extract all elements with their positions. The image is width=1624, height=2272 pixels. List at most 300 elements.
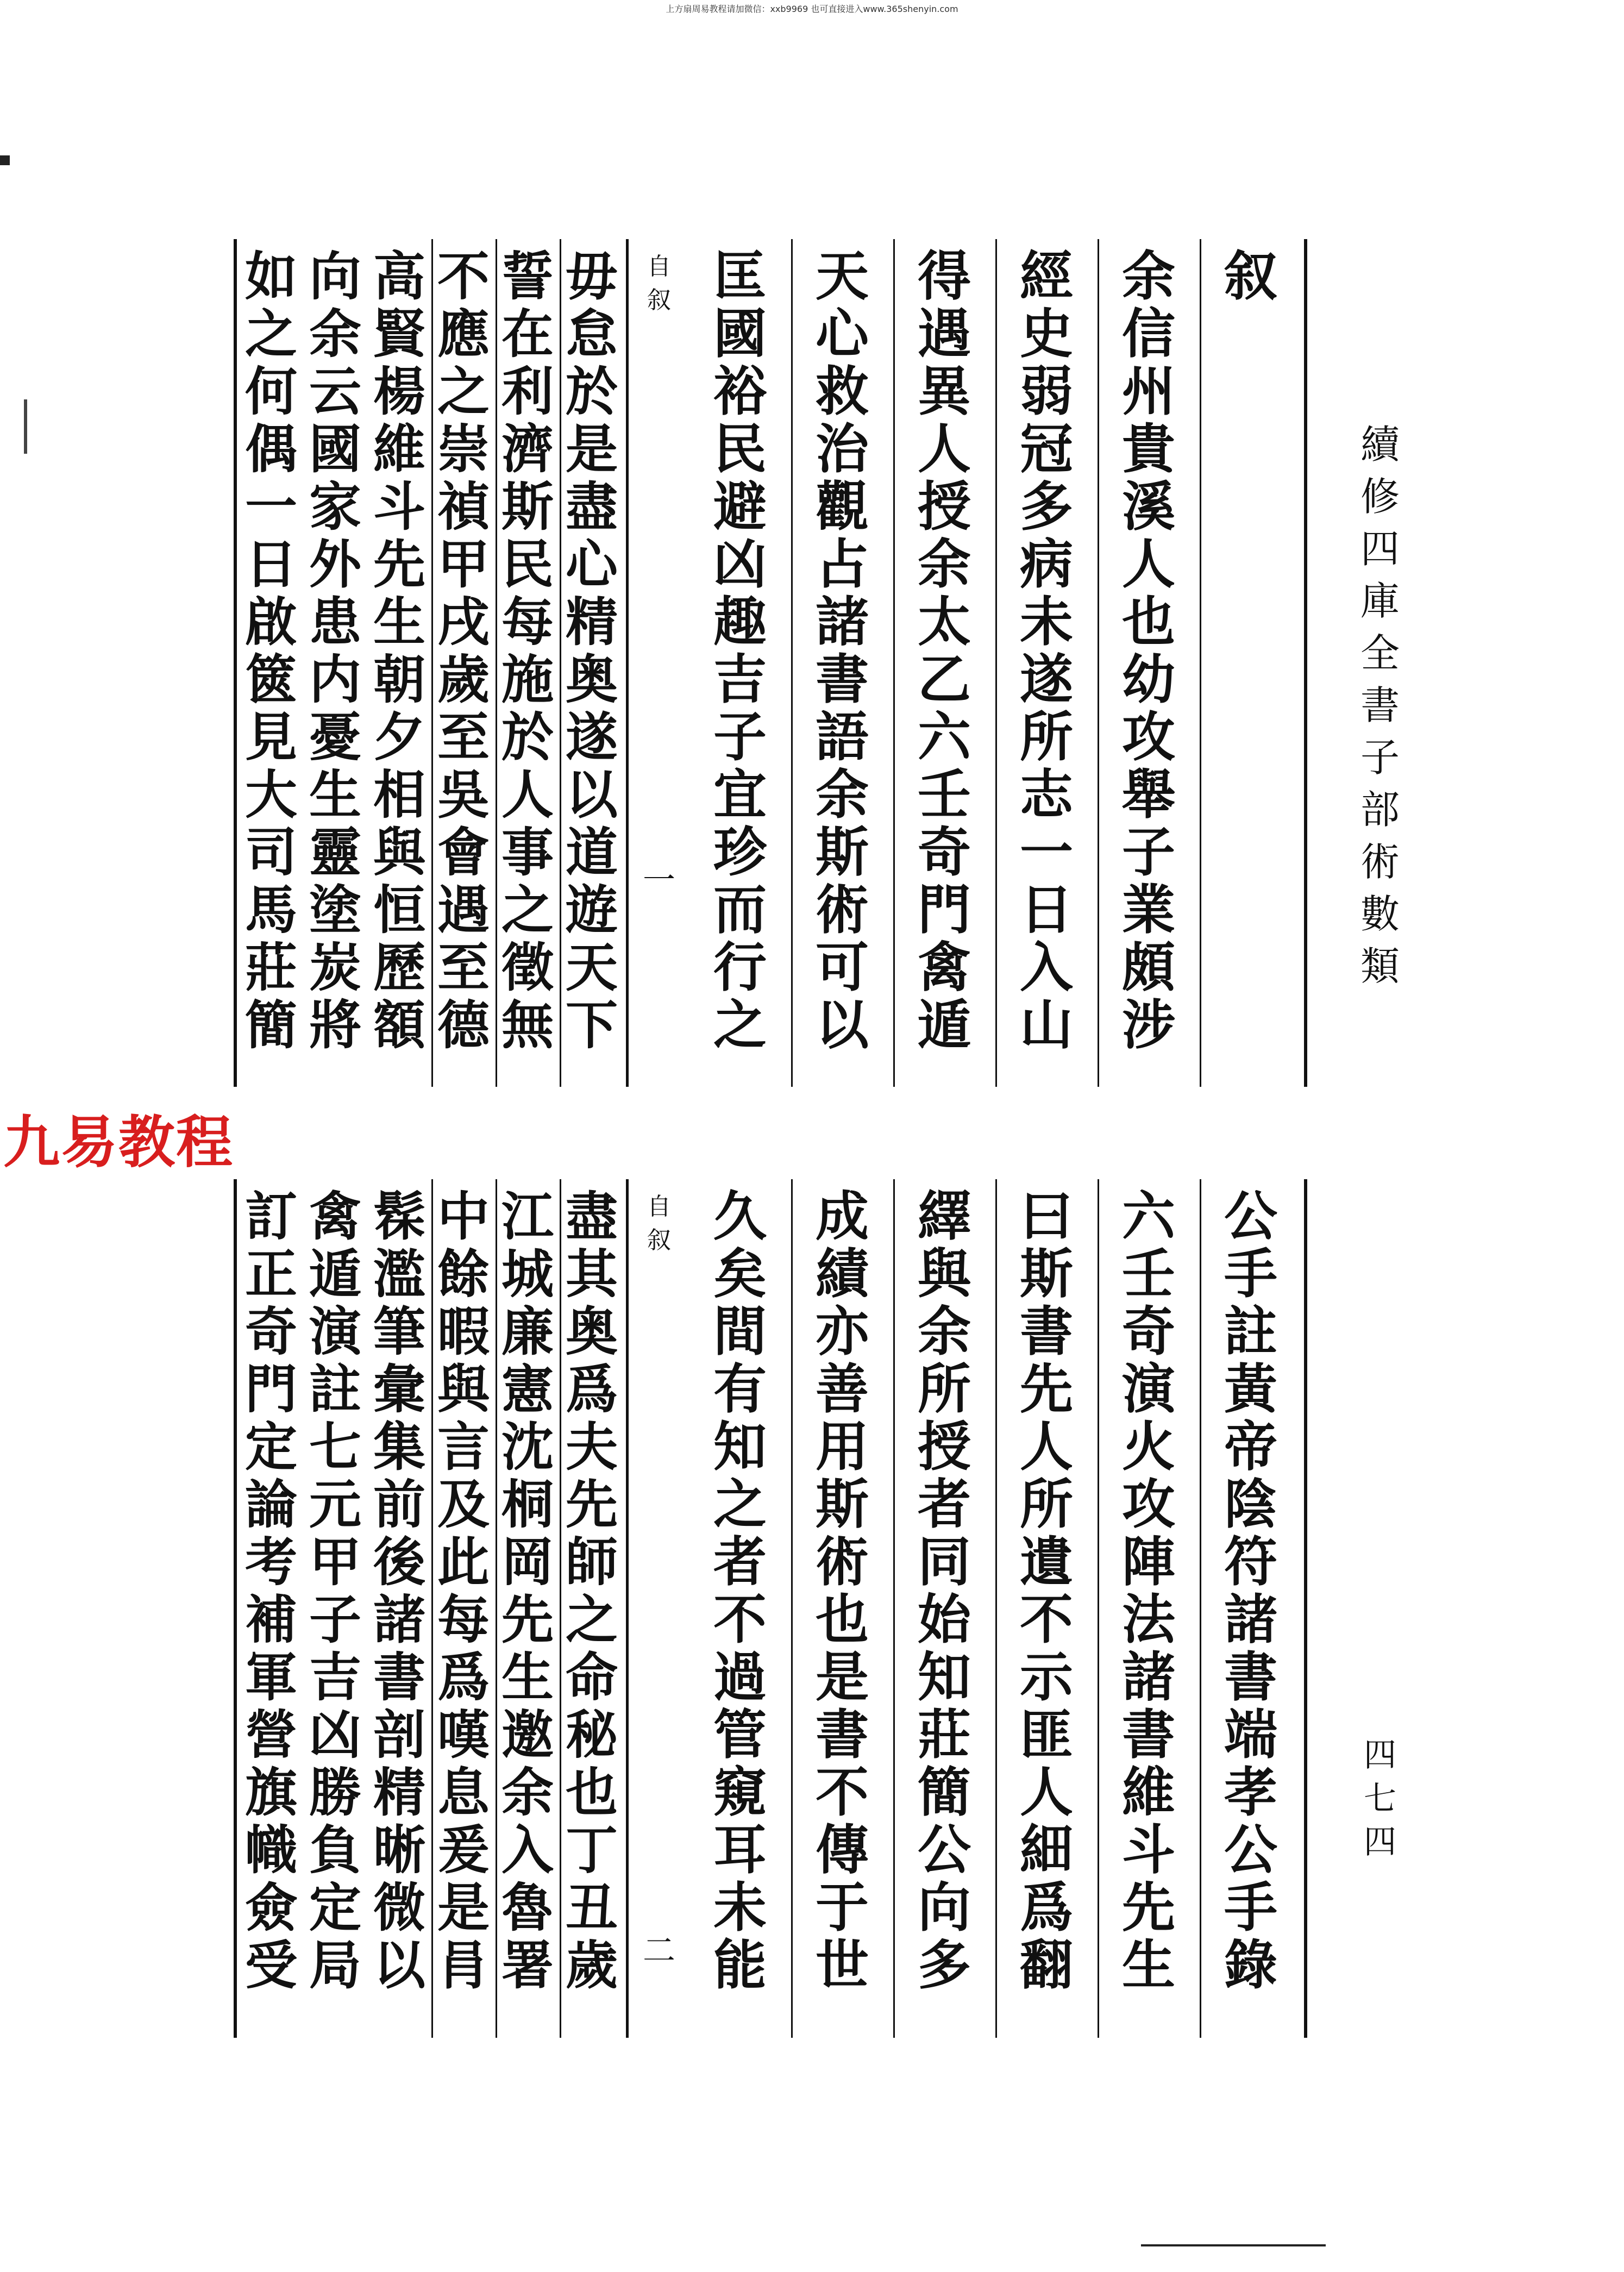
char: 諸 bbox=[373, 1589, 425, 1650]
char: 六 bbox=[1121, 1185, 1175, 1248]
char: 此 bbox=[437, 1531, 490, 1593]
char: 奇 bbox=[917, 821, 971, 884]
char: 所 bbox=[1019, 1473, 1073, 1536]
char: 至 bbox=[437, 937, 490, 998]
char: 夕 bbox=[373, 706, 425, 768]
char: 遇 bbox=[917, 303, 971, 365]
char: 莊 bbox=[917, 1704, 971, 1766]
char: 經 bbox=[1019, 245, 1073, 308]
char: 秘 bbox=[566, 1704, 618, 1766]
char: 業 bbox=[1121, 879, 1175, 941]
char: 孝 bbox=[1224, 1761, 1277, 1824]
char: 見 bbox=[245, 706, 297, 768]
gutter-label bbox=[629, 1190, 689, 1257]
char: 余 bbox=[917, 533, 971, 596]
char: 額 bbox=[373, 994, 425, 1056]
char: 志 bbox=[1019, 763, 1073, 826]
char: 人 bbox=[917, 418, 971, 480]
char: 將 bbox=[309, 994, 361, 1056]
char: 定 bbox=[245, 1416, 297, 1478]
char: 異 bbox=[917, 360, 971, 423]
char: 中 bbox=[437, 1186, 490, 1247]
char: 頗 bbox=[1121, 936, 1175, 999]
char: 所 bbox=[917, 1358, 971, 1420]
text-column bbox=[431, 248, 496, 1054]
char: 數 bbox=[1360, 891, 1400, 937]
text-column bbox=[496, 1188, 560, 1994]
char: 手 bbox=[1224, 1876, 1277, 1939]
char: 啟 bbox=[245, 591, 297, 653]
char: 自 bbox=[647, 1193, 671, 1221]
char: 肙 bbox=[437, 1935, 490, 1996]
char: 内 bbox=[309, 649, 361, 710]
text-column bbox=[367, 248, 431, 1054]
char: 語 bbox=[815, 706, 869, 768]
char: 微 bbox=[373, 1877, 425, 1938]
char: 補 bbox=[245, 1589, 297, 1650]
char: 署 bbox=[501, 1935, 554, 1996]
char: 余 bbox=[309, 303, 361, 365]
char: 公 bbox=[1224, 1819, 1277, 1881]
char: 于 bbox=[815, 1876, 869, 1939]
text-column bbox=[893, 245, 995, 1056]
char: 息 bbox=[437, 1762, 490, 1823]
char: 手 bbox=[1224, 1243, 1277, 1305]
char: 四 bbox=[1364, 1823, 1396, 1861]
char: 向 bbox=[309, 246, 361, 307]
char: 七 bbox=[309, 1416, 361, 1478]
char: 每 bbox=[501, 591, 554, 653]
char: 匪 bbox=[1019, 1704, 1073, 1766]
char: 矣 bbox=[713, 1243, 767, 1305]
char: 績 bbox=[815, 1243, 869, 1305]
char: 書 bbox=[373, 1647, 425, 1708]
char: 細 bbox=[1019, 1819, 1073, 1881]
char: 避 bbox=[713, 475, 767, 538]
char: 得 bbox=[917, 245, 971, 308]
char: 斯 bbox=[815, 1473, 869, 1536]
char: 斯 bbox=[501, 476, 554, 537]
char: 道 bbox=[566, 822, 618, 883]
char: 人 bbox=[1121, 533, 1175, 596]
char: 心 bbox=[815, 303, 869, 365]
char: 用 bbox=[815, 1416, 869, 1478]
char: 授 bbox=[917, 475, 971, 538]
char: 叙 bbox=[1224, 245, 1277, 308]
char: 向 bbox=[917, 1876, 971, 1939]
page-number bbox=[1353, 1733, 1407, 1864]
char: 過 bbox=[713, 1646, 767, 1708]
char: 攻 bbox=[1121, 706, 1175, 768]
char: 子 bbox=[1360, 735, 1400, 780]
text-column bbox=[496, 248, 560, 1054]
char: 歲 bbox=[437, 649, 490, 710]
char: 桐 bbox=[501, 1474, 554, 1535]
char: 甲 bbox=[437, 534, 490, 595]
folio-number: 二 bbox=[643, 1932, 675, 1970]
char: 余 bbox=[1121, 245, 1175, 308]
char: 及 bbox=[437, 1474, 490, 1535]
char: 岡 bbox=[501, 1531, 554, 1593]
char: 門 bbox=[245, 1359, 297, 1420]
char: 濟 bbox=[501, 418, 554, 480]
char: 盡 bbox=[566, 1186, 618, 1247]
char: 於 bbox=[501, 706, 554, 768]
char: 子 bbox=[309, 1589, 361, 1650]
char: 生 bbox=[373, 591, 425, 653]
char: 丁 bbox=[566, 1819, 618, 1881]
char: 相 bbox=[373, 764, 425, 825]
char: 言 bbox=[437, 1416, 490, 1478]
char: 賢 bbox=[373, 303, 425, 365]
char: 也 bbox=[815, 1588, 869, 1651]
char: 至 bbox=[437, 706, 490, 768]
char: 珍 bbox=[713, 821, 767, 884]
char: 德 bbox=[437, 994, 490, 1056]
char: 占 bbox=[815, 533, 869, 596]
char: 濫 bbox=[373, 1243, 425, 1305]
char: 先 bbox=[501, 1589, 554, 1650]
char: 高 bbox=[373, 246, 425, 307]
char: 靈 bbox=[309, 822, 361, 883]
char: 徵 bbox=[501, 937, 554, 998]
margin-mark bbox=[0, 155, 10, 165]
char: 余 bbox=[917, 1300, 971, 1363]
char: 局 bbox=[309, 1935, 361, 1996]
text-column bbox=[1098, 245, 1200, 1056]
char: 心 bbox=[566, 534, 618, 595]
char: 也 bbox=[1121, 591, 1175, 653]
char: 斗 bbox=[373, 476, 425, 537]
char: 法 bbox=[1121, 1588, 1175, 1651]
text-column bbox=[303, 248, 367, 1054]
char: 爲 bbox=[566, 1359, 618, 1420]
char: 演 bbox=[1121, 1358, 1175, 1420]
char: 者 bbox=[713, 1531, 767, 1593]
char: 患 bbox=[309, 591, 361, 653]
char: 命 bbox=[566, 1647, 618, 1708]
char: 遇 bbox=[437, 879, 490, 941]
char: 戌 bbox=[437, 591, 490, 653]
char: 先 bbox=[1121, 1876, 1175, 1939]
char: 禽 bbox=[309, 1186, 361, 1247]
char: 行 bbox=[713, 936, 767, 999]
char: 六 bbox=[917, 706, 971, 768]
char: 司 bbox=[245, 822, 297, 883]
text-column bbox=[1098, 1185, 1200, 1996]
char: 與 bbox=[917, 1243, 971, 1305]
char: 偶 bbox=[245, 418, 297, 480]
char: 自 bbox=[647, 253, 671, 280]
char: 耳 bbox=[713, 1819, 767, 1881]
char: 其 bbox=[566, 1243, 618, 1305]
char: 曰 bbox=[1019, 1185, 1073, 1248]
char: 余 bbox=[501, 1762, 554, 1823]
char: 註 bbox=[309, 1359, 361, 1420]
char: 授 bbox=[917, 1416, 971, 1478]
char: 維 bbox=[1121, 1761, 1175, 1824]
char: 甲 bbox=[309, 1531, 361, 1593]
char: 幟 bbox=[245, 1819, 297, 1881]
char: 生 bbox=[1121, 1934, 1175, 1996]
char: 涉 bbox=[1121, 994, 1175, 1056]
char: 餘 bbox=[437, 1243, 490, 1305]
char: 生 bbox=[501, 1647, 554, 1708]
char: 入 bbox=[1019, 936, 1073, 999]
char: 窺 bbox=[713, 1761, 767, 1824]
char: 有 bbox=[713, 1358, 767, 1420]
char: 之 bbox=[713, 1473, 767, 1536]
char: 宜 bbox=[713, 763, 767, 826]
char: 斗 bbox=[1121, 1819, 1175, 1881]
char: 遁 bbox=[917, 994, 971, 1056]
char: 馬 bbox=[245, 879, 297, 941]
char: 盡 bbox=[566, 476, 618, 537]
margin-mark bbox=[24, 399, 27, 454]
char: 傳 bbox=[815, 1819, 869, 1881]
char: 續 bbox=[1360, 422, 1400, 467]
header-banner: 上方扇周易教程请加微信：xxb9969 也可直接进入www.365shenyin.com bbox=[666, 4, 958, 14]
char: 術 bbox=[1360, 839, 1400, 885]
char: 四 bbox=[1364, 1736, 1396, 1774]
char: 維 bbox=[373, 418, 425, 480]
char: 訂 bbox=[245, 1186, 297, 1247]
char: 恒 bbox=[373, 879, 425, 941]
char: 類 bbox=[1360, 943, 1400, 989]
char: 簡 bbox=[245, 994, 297, 1056]
char: 未 bbox=[1019, 591, 1073, 653]
char: 書 bbox=[815, 1704, 869, 1766]
char: 外 bbox=[309, 534, 361, 595]
char: 以 bbox=[815, 994, 869, 1056]
gutter-rule bbox=[626, 1179, 629, 2038]
char: 是 bbox=[437, 1877, 490, 1938]
char: 多 bbox=[1019, 475, 1073, 538]
char: 日 bbox=[245, 534, 297, 595]
char: 憲 bbox=[501, 1359, 554, 1420]
char: 一 bbox=[245, 476, 297, 537]
char: 剖 bbox=[373, 1704, 425, 1766]
char: 陣 bbox=[1121, 1531, 1175, 1593]
char: 奇 bbox=[1121, 1300, 1175, 1363]
char: 歲 bbox=[566, 1935, 618, 1996]
folio-number: 一 bbox=[643, 861, 675, 899]
char: 毋 bbox=[566, 246, 618, 307]
char: 大 bbox=[245, 764, 297, 825]
char: 書 bbox=[1224, 1646, 1277, 1708]
char: 錄 bbox=[1224, 1934, 1277, 1996]
char: 久 bbox=[713, 1185, 767, 1248]
char: 趣 bbox=[713, 591, 767, 653]
text-column bbox=[1200, 1185, 1302, 1996]
char: 下 bbox=[566, 994, 618, 1056]
char: 集 bbox=[373, 1416, 425, 1478]
char: 施 bbox=[501, 649, 554, 710]
text-column bbox=[560, 248, 624, 1054]
char: 天 bbox=[815, 245, 869, 308]
char: 火 bbox=[1121, 1416, 1175, 1478]
char: 乙 bbox=[917, 648, 971, 711]
text-column bbox=[239, 1188, 303, 1994]
text-column bbox=[893, 1185, 995, 1996]
char: 知 bbox=[713, 1416, 767, 1478]
top-text-block bbox=[234, 239, 1307, 1087]
char: 之 bbox=[501, 879, 554, 941]
char: 與 bbox=[437, 1359, 490, 1420]
char: 之 bbox=[437, 361, 490, 422]
char: 七 bbox=[1364, 1780, 1396, 1818]
char: 怠 bbox=[566, 303, 618, 365]
char: 奥 bbox=[566, 649, 618, 710]
char: 間 bbox=[713, 1300, 767, 1363]
char: 旗 bbox=[245, 1762, 297, 1823]
char: 斯 bbox=[1019, 1243, 1073, 1305]
char: 遺 bbox=[1019, 1531, 1073, 1593]
char: 與 bbox=[373, 822, 425, 883]
char: 山 bbox=[1019, 994, 1073, 1056]
char: 夫 bbox=[566, 1416, 618, 1478]
char: 營 bbox=[245, 1704, 297, 1766]
char: 爰 bbox=[437, 1819, 490, 1881]
char: 丑 bbox=[566, 1877, 618, 1938]
char: 陰 bbox=[1224, 1473, 1277, 1536]
char: 禎 bbox=[437, 476, 490, 537]
text-column bbox=[995, 245, 1098, 1056]
char: 利 bbox=[501, 361, 554, 422]
char: 叙 bbox=[647, 286, 671, 314]
char: 江 bbox=[501, 1186, 554, 1247]
char: 書 bbox=[1019, 1300, 1073, 1363]
char: 奇 bbox=[245, 1301, 297, 1362]
char: 諸 bbox=[815, 591, 869, 653]
char: 示 bbox=[1019, 1646, 1073, 1708]
char: 書 bbox=[1360, 683, 1400, 728]
char: 善 bbox=[815, 1358, 869, 1420]
char: 幼 bbox=[1121, 648, 1175, 711]
char: 弱 bbox=[1019, 360, 1073, 423]
char: 知 bbox=[917, 1646, 971, 1708]
char: 生 bbox=[309, 764, 361, 825]
gutter-rule bbox=[626, 239, 629, 1087]
char: 僉 bbox=[245, 1877, 297, 1938]
char: 人 bbox=[501, 764, 554, 825]
char: 子 bbox=[1121, 821, 1175, 884]
char: 在 bbox=[501, 303, 554, 365]
char: 爲 bbox=[437, 1647, 490, 1708]
char: 裕 bbox=[713, 360, 767, 423]
char: 不 bbox=[713, 1588, 767, 1651]
char: 未 bbox=[713, 1876, 767, 1939]
char: 莊 bbox=[245, 937, 297, 998]
char: 邀 bbox=[501, 1704, 554, 1766]
char: 先 bbox=[1019, 1358, 1073, 1420]
char: 每 bbox=[437, 1589, 490, 1650]
text-column bbox=[791, 245, 893, 1056]
char: 筆 bbox=[373, 1301, 425, 1362]
char: 註 bbox=[1224, 1300, 1277, 1363]
char: 炭 bbox=[309, 937, 361, 998]
char: 術 bbox=[815, 879, 869, 941]
char: 公 bbox=[917, 1819, 971, 1881]
char: 天 bbox=[566, 937, 618, 998]
char: 亦 bbox=[815, 1300, 869, 1363]
char: 太 bbox=[917, 591, 971, 653]
char: 可 bbox=[815, 936, 869, 999]
char: 民 bbox=[501, 534, 554, 595]
bottom-text-block bbox=[234, 1179, 1307, 2038]
char: 楊 bbox=[373, 361, 425, 422]
char: 庫 bbox=[1360, 578, 1400, 624]
gutter-label bbox=[629, 250, 689, 317]
char: 先 bbox=[566, 1474, 618, 1535]
char: 凶 bbox=[309, 1704, 361, 1766]
char: 後 bbox=[373, 1531, 425, 1593]
char: 遂 bbox=[566, 706, 618, 768]
char: 勝 bbox=[309, 1762, 361, 1823]
char: 遁 bbox=[309, 1243, 361, 1305]
text-column bbox=[1200, 245, 1302, 308]
text-column bbox=[560, 1188, 624, 1994]
char: 以 bbox=[373, 1935, 425, 1996]
char: 貴 bbox=[1121, 418, 1175, 480]
char: 入 bbox=[501, 1819, 554, 1881]
char: 黃 bbox=[1224, 1358, 1277, 1420]
char: 考 bbox=[245, 1531, 297, 1593]
char: 壬 bbox=[917, 763, 971, 826]
text-column bbox=[791, 1185, 893, 1996]
char: 修 bbox=[1360, 474, 1400, 520]
char: 匡 bbox=[713, 245, 767, 308]
char: 之 bbox=[245, 303, 297, 365]
char: 憂 bbox=[309, 706, 361, 768]
char: 簡 bbox=[917, 1761, 971, 1824]
char: 廉 bbox=[501, 1301, 554, 1362]
char: 沈 bbox=[501, 1416, 554, 1478]
text-column bbox=[303, 1188, 367, 1994]
char: 管 bbox=[713, 1704, 767, 1766]
char: 諸 bbox=[1121, 1646, 1175, 1708]
char: 魯 bbox=[501, 1877, 554, 1938]
char: 不 bbox=[437, 246, 490, 307]
char: 四 bbox=[1360, 526, 1400, 572]
char: 公 bbox=[1224, 1185, 1277, 1248]
char: 不 bbox=[815, 1761, 869, 1824]
char: 帝 bbox=[1224, 1416, 1277, 1478]
char: 遂 bbox=[1019, 648, 1073, 711]
char: 軍 bbox=[245, 1647, 297, 1708]
char: 奥 bbox=[566, 1301, 618, 1362]
char: 部 bbox=[1360, 787, 1400, 833]
char: 繹 bbox=[917, 1185, 971, 1248]
char: 崇 bbox=[437, 418, 490, 480]
char: 之 bbox=[713, 994, 767, 1056]
watermark-logo: 九易教程 bbox=[3, 1109, 234, 1175]
char: 髹 bbox=[373, 1186, 425, 1247]
char: 治 bbox=[815, 418, 869, 480]
char: 歷 bbox=[373, 937, 425, 998]
char: 以 bbox=[566, 764, 618, 825]
char: 日 bbox=[1019, 879, 1073, 941]
char: 全 bbox=[1360, 630, 1400, 676]
char: 無 bbox=[501, 994, 554, 1056]
char: 史 bbox=[1019, 303, 1073, 365]
text-column bbox=[689, 245, 791, 1056]
char: 塗 bbox=[309, 879, 361, 941]
char: 州 bbox=[1121, 360, 1175, 423]
char: 朝 bbox=[373, 649, 425, 710]
char: 先 bbox=[373, 534, 425, 595]
text-column bbox=[689, 1185, 791, 1996]
